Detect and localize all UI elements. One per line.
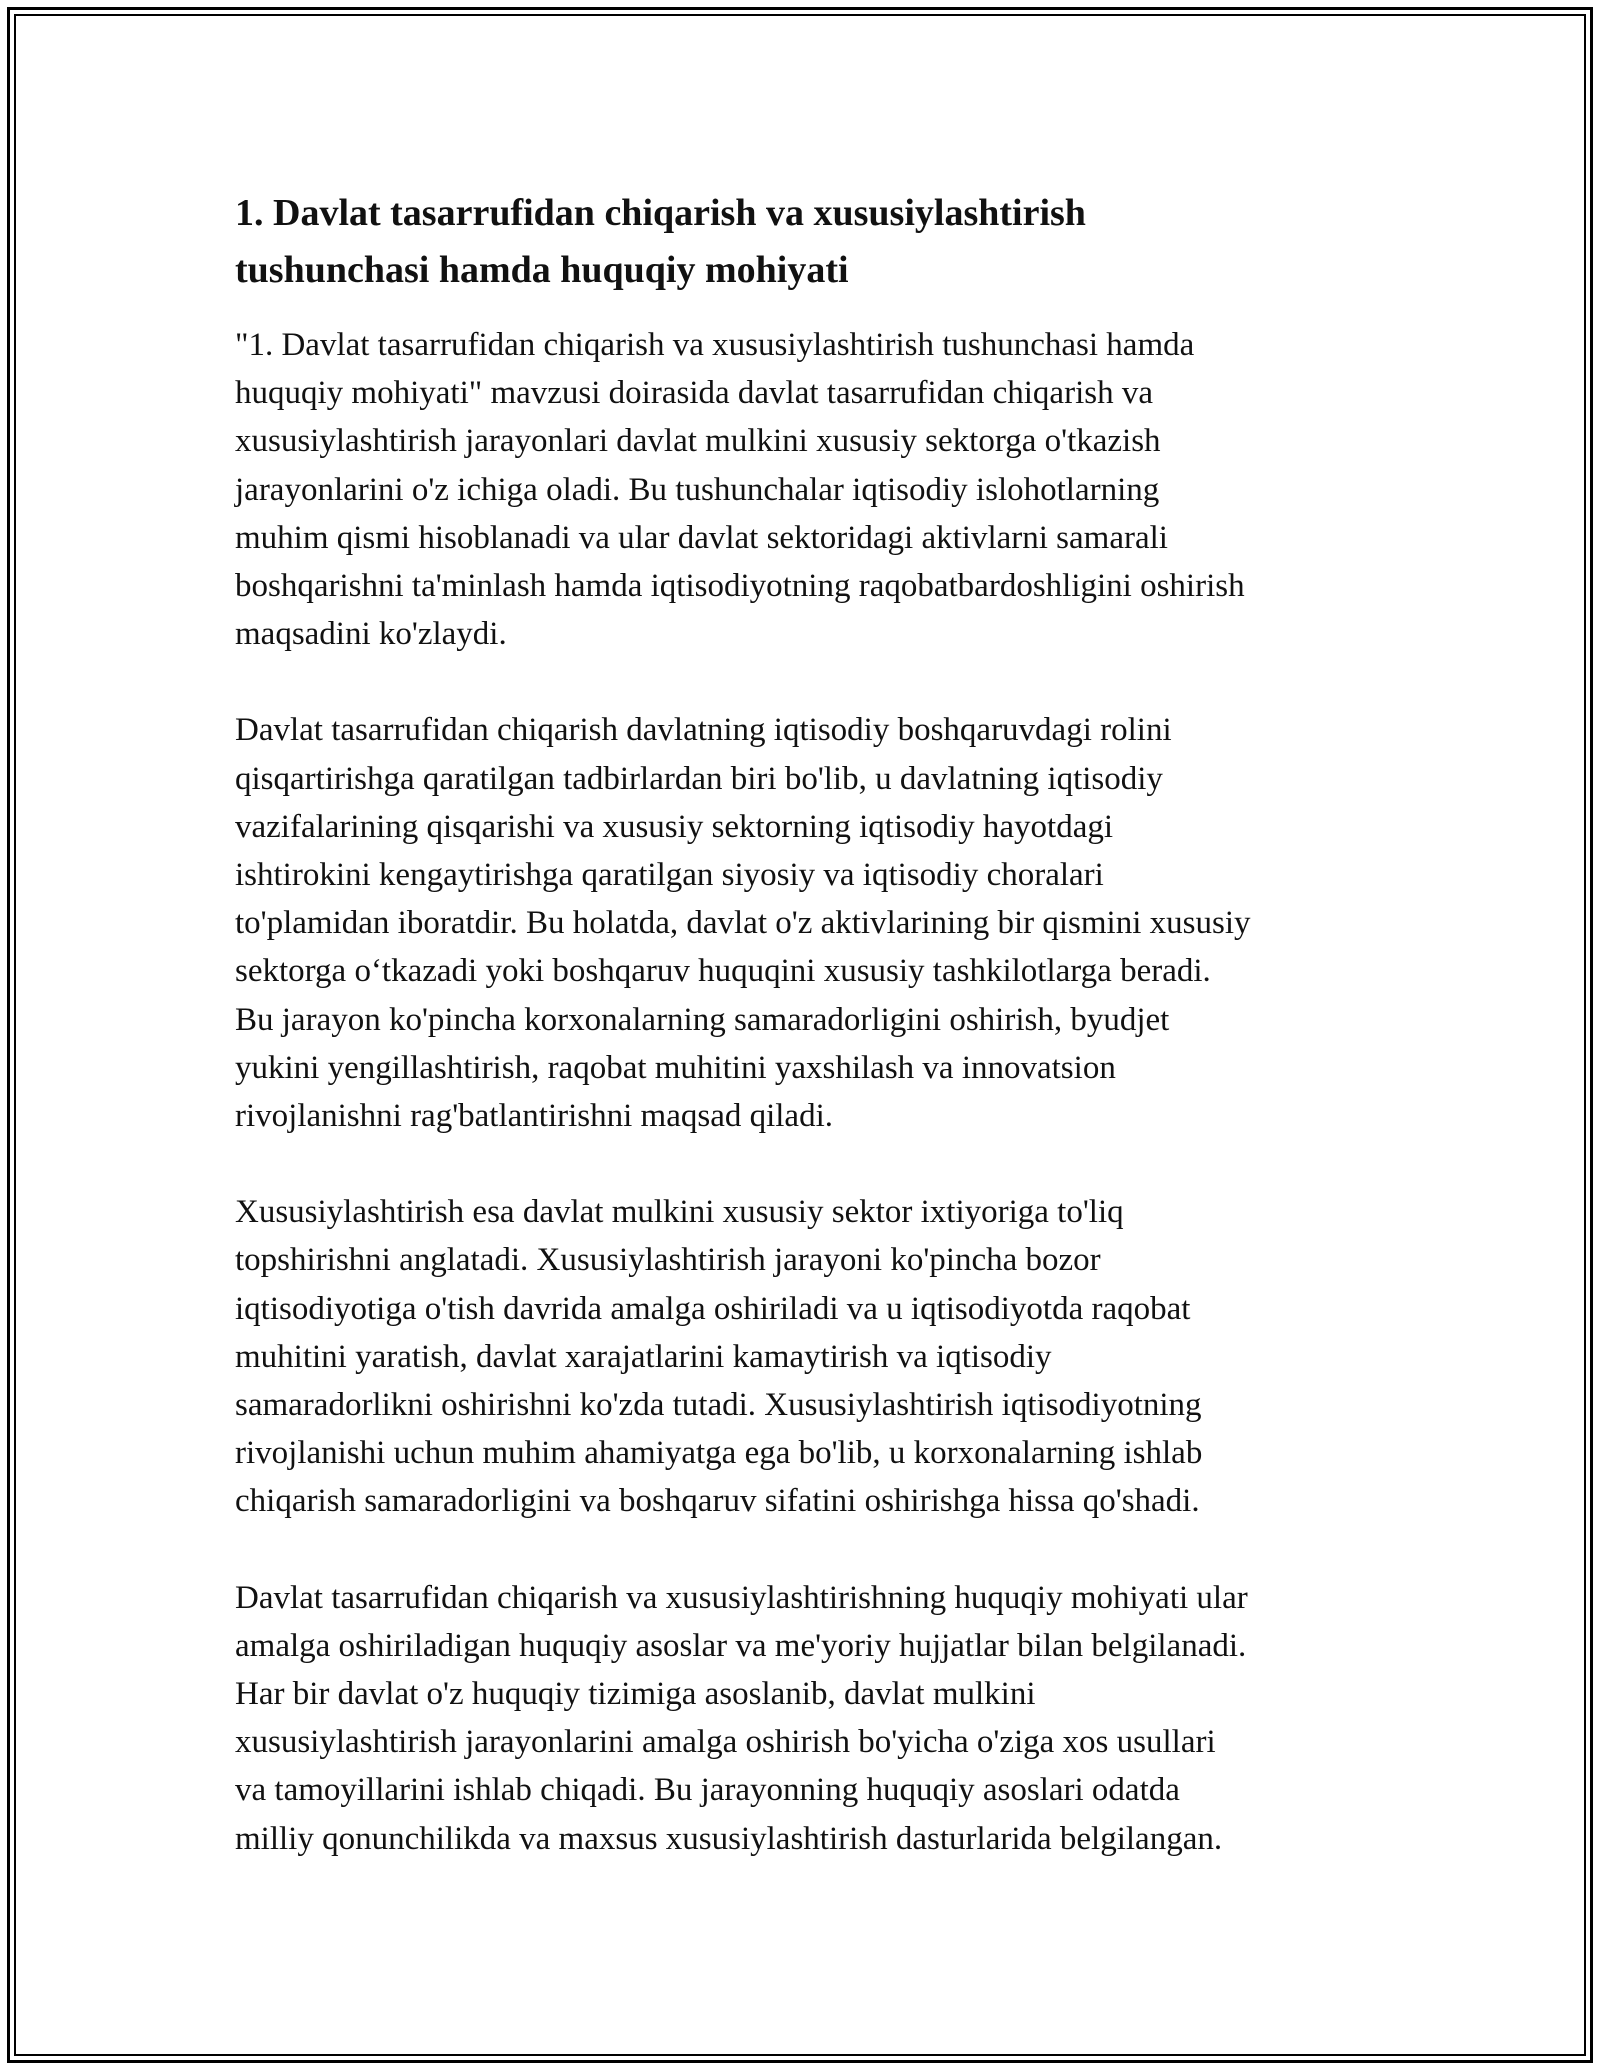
text-line: va tamoyillarini ishlab chiqadi. Bu jarayonning huquqiy asoslari odatda [235,1772,1180,1809]
paragraph-3 [235,1188,1385,1525]
heading-line: tushunchasi hamda huquqiy mohiyati [235,249,849,291]
paragraph-4 [235,1574,1385,1863]
text-line: samaradorlikni oshirishni ko'zda tutadi. Xususiylashtirish iqtisodiyotning [235,1387,1202,1424]
text-line: Xususiylashtirish esa davlat mulkini xususiy sektor ixtiyoriga to'liq [235,1194,1124,1231]
text-line: Davlat tasarrufidan chiqarish davlatning iqtisodiy boshqaruvdagi rolini [235,712,1172,749]
text-line: "1. Davlat tasarrufidan chiqarish va xususiylashtirish tushunchasi hamda [235,327,1195,363]
text-line: rivojlanishi uchun muhim ahamiyatga ega bo'lib, u korxonalarning ishlab [235,1435,1203,1472]
text-line: Bu jarayon ko'pincha korxonalarning samaradorligini oshirish, byudjet [235,1001,1170,1038]
text-line: muhitini yaratish, davlat xarajatlarini kamaytirish va iqtisodiy [235,1338,1052,1375]
text-line: huquqiy mohiyati" mavzusi doirasida davlat tasarrufidan chiqarish va [235,375,1153,412]
text-line: Har bir davlat o'z huquqiy tizimiga asoslanib, davlat mulkini [235,1676,1036,1713]
text-line: iqtisodiyotiga o'tish davrida amalga oshiriladi va u iqtisodiyotda raqobat [235,1290,1191,1327]
text-line: rivojlanishni rag'batlantirishni maqsad qiladi. [235,1098,833,1135]
text-line: sektorga o‘tkazadi yoki boshqaruv huquqini xususiy tashkilotlarga beradi. [235,953,1211,990]
text-line: to'plamidan iboratdir. Bu holatda, davlat o'z aktivlarining bir qismini xususiy [235,905,1251,942]
text-line: muhim qismi hisoblanadi va ular davlat sektoridagi aktivlarni samarali [235,519,1168,556]
text-line: vazifalarining qisqarishi va xususiy sektorning iqtisodiy hayotdagi [235,808,1114,845]
text-line: topshirishni anglatadi. Xususiylashtirish jarayoni ko'pincha bozor [235,1242,1101,1279]
text-line: qisqartirishga qaratilgan tadbirlardan biri bo'lib, u davlatning iqtisodiy [235,760,1163,797]
text-line: maqsadini ko'zlaydi. [235,616,507,653]
text-line: boshqarishni ta'minlash hamda iqtisodiyotning raqobatbardoshligini oshirish [235,568,1245,605]
text-line: xususiylashtirish jarayonlari davlat mulkini xususiy sektorga o'tkazish [235,423,1161,460]
paragraph-2 [235,706,1385,1140]
text-line: xususiylashtirish jarayonlarini amalga oshirish bo'yicha o'ziga xos usullari [235,1724,1216,1761]
text-line: milliy qonunchilikda va maxsus xususiylashtirish dasturlarida belgilangan. [235,1820,1223,1857]
text-line: Davlat tasarrufidan chiqarish va xususiylashtirishning huquqiy mohiyati ular [235,1579,1248,1616]
paragraph-1 [235,321,1385,658]
text-line: amalga oshiriladigan huquqiy asoslar va me'yoriy hujjatlar bilan belgilanadi. [235,1627,1247,1664]
text-line: jarayonlarini o'z ichiga oladi. Bu tushunchalar iqtisodiy islohotlarning [235,471,1160,508]
text-line: yukini yengillashtirish, raqobat muhitini yaxshilash va innovatsion [235,1049,1116,1086]
text-line: ishtirokini kengaytirishga qaratilgan siyosiy va iqtisodiy choralari [235,857,1104,894]
document-body [235,185,1385,1911]
section-heading [235,185,1385,299]
text-line: chiqarish samaradorligini va boshqaruv sifatini oshirishga hissa qo'shadi. [235,1483,1200,1520]
heading-line: 1. Davlat tasarrufidan chiqarish va xususiylashtirish [235,192,1086,234]
